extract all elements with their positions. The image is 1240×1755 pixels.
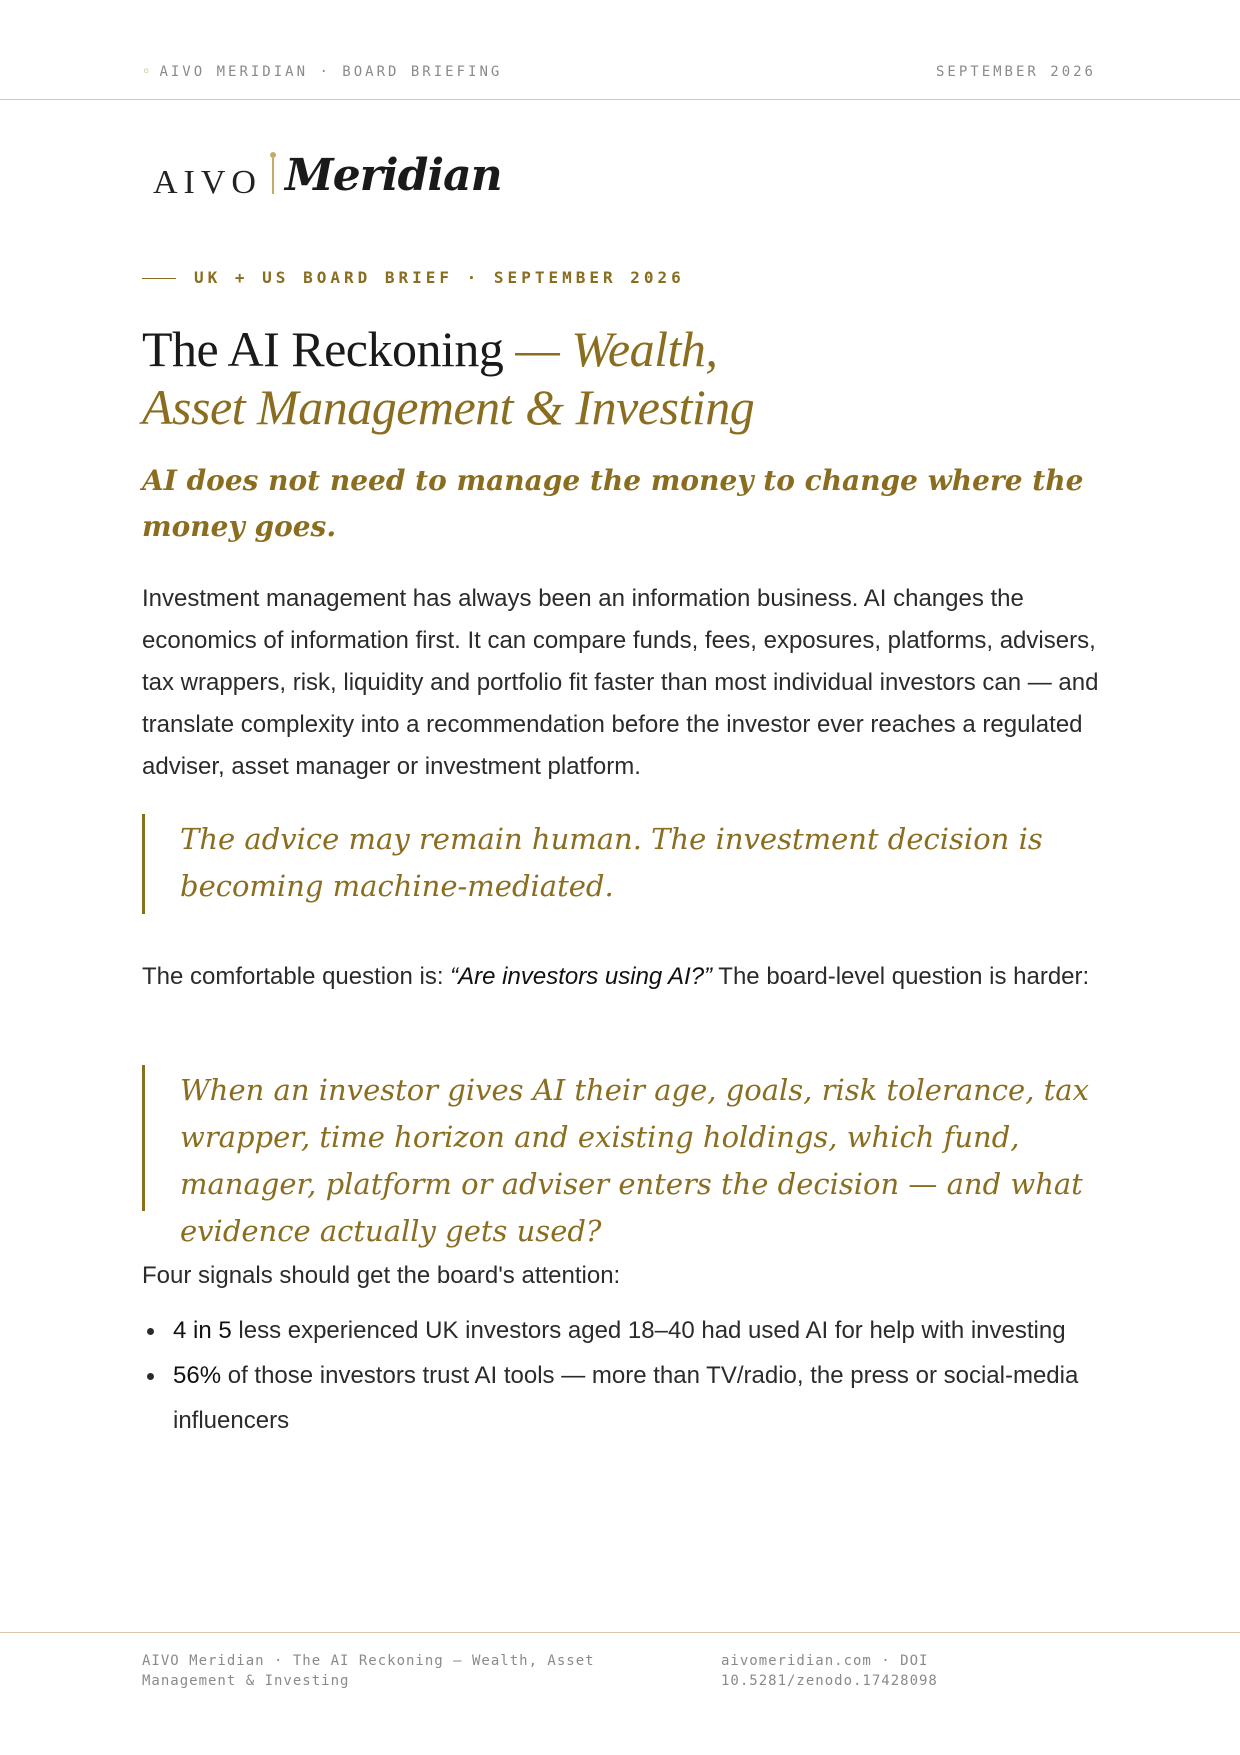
brief-eyebrow: [142, 268, 685, 287]
page-footer: [0, 1632, 1240, 1755]
pull-quote-1-text: The advice may remain human. The investment decision is becoming machine-mediated.: [180, 822, 1043, 903]
page-header: [0, 0, 1240, 100]
logo-meridian: Meridian: [285, 150, 502, 201]
title-accent-line2: Asset Management & Investing: [142, 379, 755, 435]
footer-doi: aivomeridian.com · DOI 10.5281/zenodo.17428098: [721, 1653, 938, 1689]
question-paragraph: [142, 956, 1102, 998]
eyebrow-rule: [142, 278, 176, 279]
signal-stat: 4 in 5: [173, 1317, 232, 1344]
signal-text: of those investors trust AI tools — more than TV/radio, the press or social-media influencers: [173, 1362, 1079, 1434]
eyebrow-label: UK + US BOARD BRIEF · SEPTEMBER 2026: [194, 268, 685, 287]
header-publication: [142, 64, 502, 80]
page-subtitle: AI does not need to manage the money to change where the money goes.: [142, 464, 1084, 543]
pull-quote-2-text: When an investor gives AI their age, goals, risk tolerance, tax wrapper, time horizon and existing holdings, which fund, manager, platform or adviser enters the decision — and what evidence actually gets used?: [180, 1073, 1089, 1248]
header-publication-label: AIVO MERIDIAN · BOARD BRIEFING: [159, 64, 503, 80]
signals-intro: Four signals should get the board's attention:: [142, 1262, 621, 1289]
signals-list: [142, 1308, 1102, 1443]
title-main: The AI Reckoning: [142, 321, 504, 377]
circle-icon: ◦: [142, 64, 154, 80]
page-title: [142, 320, 1122, 436]
logo-aivo: AIVO: [153, 164, 262, 201]
header-date: SEPTEMBER 2026: [935, 64, 1096, 80]
list-item: [142, 1308, 1102, 1353]
signal-text: less experienced UK investors aged 18–40 had used AI for help with investing: [238, 1317, 1066, 1344]
title-accent-line1: — Wealth,: [515, 321, 718, 377]
pull-quote-1: [142, 814, 1102, 914]
intro-paragraph: Investment management has always been an information business. AI changes the economics of information first. It can compare funds, fees, exposures, platforms, advisers, tax wrappers, risk, liquidity and portfolio fit faster than most individual investors can — and translate complexity into a recommendation before the investor ever reaches a regulated adviser, asset manager or investment platform.: [142, 585, 1099, 780]
question-after: The board-level question is harder:: [718, 963, 1090, 990]
list-item: [142, 1353, 1102, 1443]
question-before: The comfortable question is:: [142, 963, 444, 990]
pull-quote-2: [142, 1065, 1102, 1248]
signal-stat: 56%: [173, 1362, 222, 1389]
footer-citation: AIVO Meridian · The AI Reckoning — Wealth, Asset Management & Investing: [142, 1653, 595, 1689]
logo-divider: [272, 158, 274, 194]
question-quote: “Are investors using AI?”: [450, 963, 713, 990]
